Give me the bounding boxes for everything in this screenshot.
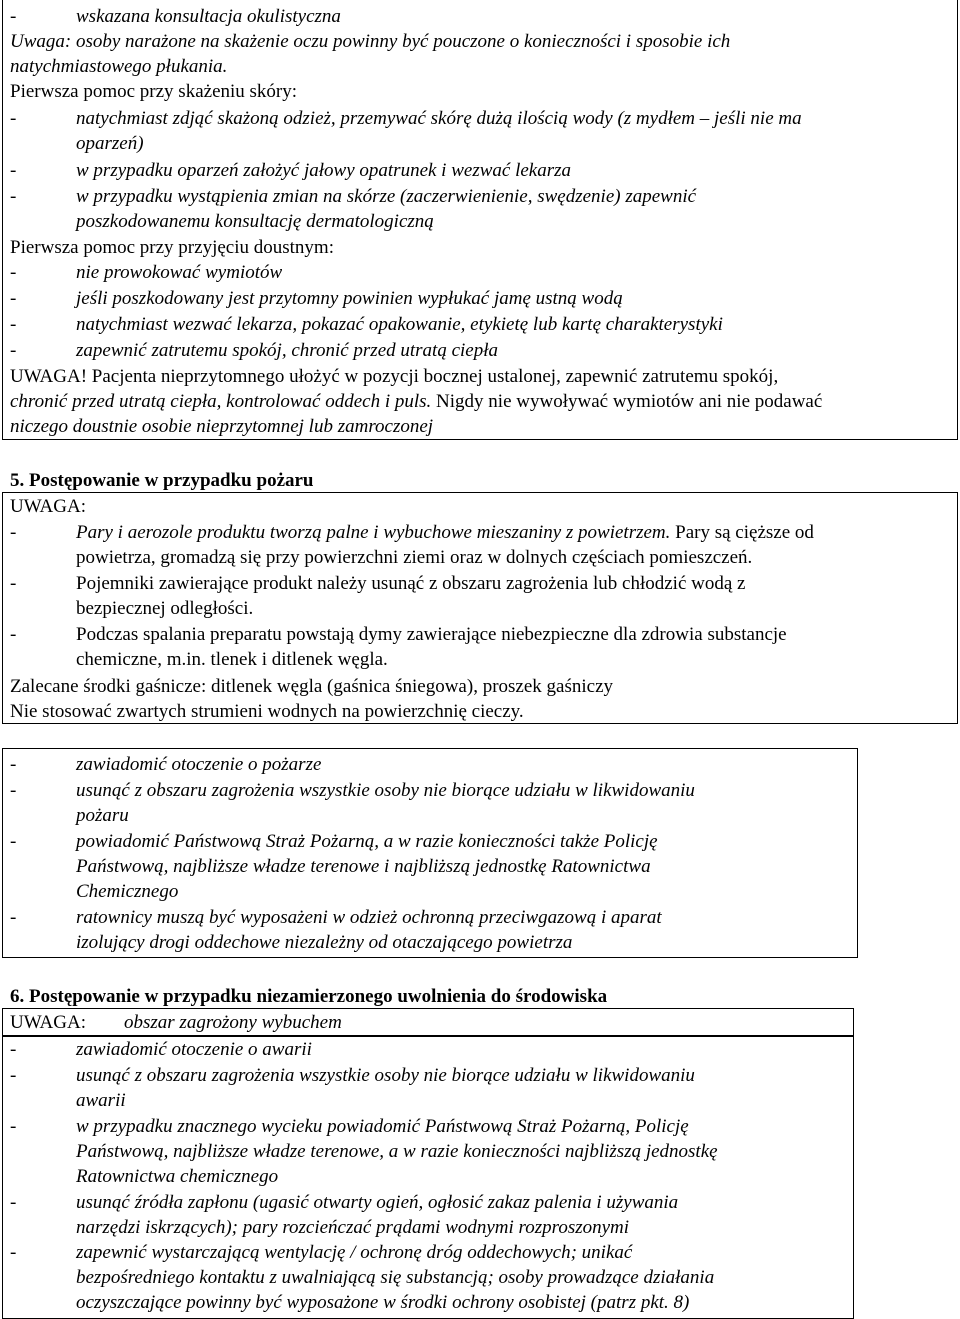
bullet-dash: - xyxy=(10,160,17,181)
uwaga-label: UWAGA: xyxy=(10,1012,86,1033)
bullet-dash: - xyxy=(10,262,17,283)
list-item-text: poszkodowanemu konsultację dermatologiczną xyxy=(76,211,434,232)
list-item-text: wskazana konsultacja okulistyczna xyxy=(76,6,341,27)
bullet-dash: - xyxy=(10,1065,17,1086)
list-item-text: Pary i aerozole produktu tworzą palne i wybuchowe mieszaniny z powietrzem. xyxy=(76,522,671,543)
eye-note-line: Uwaga: osoby narażone na skażenie oczu powinny być pouczone o konieczności i sposobie ich xyxy=(10,31,731,52)
list-item-text: izolujący drogi oddechowe niezależny od otaczającego powietrza xyxy=(76,932,573,953)
uwaga-line xyxy=(10,1010,342,1035)
bullet-dash: - xyxy=(10,288,17,309)
list-item-text: w przypadku znacznego wycieku powiadomić Państwową Straż Pożarną, Policję xyxy=(76,1116,689,1137)
uwaga-text: obszar zagrożony wybuchem xyxy=(124,1012,342,1033)
bullet-dash: - xyxy=(10,108,17,129)
list-item-text: natychmiast wezwać lekarza, pokazać opakowanie, etykietę lub kartę charakterystyki xyxy=(76,314,723,335)
list-item-text: chemiczne, m.in. tlenek i ditlenek węgla. xyxy=(76,649,388,670)
list-item-text: narzędzi iskrzących); pary rozcieńczać prądami wodnymi rozproszonymi xyxy=(76,1217,630,1238)
warning-line xyxy=(10,389,822,414)
section-6-heading: 6. Postępowanie w przypadku niezamierzonego uwolnienia do środowiska xyxy=(10,986,608,1007)
list-item-text xyxy=(76,520,814,545)
list-item-text: usunąć źródła zapłonu (ugasić otwarty ogień, ogłosić zakaz palenia i używania xyxy=(76,1192,679,1213)
list-item-text: jeśli poszkodowany jest przytomny powinien wypłukać jamę ustną wodą xyxy=(76,288,623,309)
no-water-note: Nie stosować zwartych strumieni wodnych na powierzchnię cieczy. xyxy=(10,701,524,722)
list-item-text: oparzeń) xyxy=(76,133,144,154)
list-item-text: zapewnić zatrutemu spokój, chronić przed utratą ciepła xyxy=(76,340,498,361)
bullet-dash: - xyxy=(10,907,17,928)
list-item-text: Ratownictwa chemicznego xyxy=(76,1166,279,1187)
bullet-dash: - xyxy=(10,6,17,27)
list-item-text: Państwową, najbliższe władze terenowe, a w razie konieczności najbliższą jednostkę xyxy=(76,1141,718,1162)
list-item-text: Pojemniki zawierające produkt należy usunąć z obszaru zagrożenia lub chłodzić wodą z xyxy=(76,573,746,594)
list-item-text: w przypadku wystąpienia zmian na skórze (zaczerwienienie, swędzenie) zapewnić xyxy=(76,186,697,207)
bullet-dash: - xyxy=(10,340,17,361)
list-item-text: Pary są cięższe od xyxy=(670,522,814,543)
warning-text: chronić przed utratą ciepła, kontrolować oddech i puls. xyxy=(10,391,432,412)
list-item-text: w przypadku oparzeń założyć jałowy opatrunek i wezwać lekarza xyxy=(76,160,572,181)
bullet-dash: - xyxy=(10,780,17,801)
bullet-dash: - xyxy=(10,1039,17,1060)
oral-first-aid-title: Pierwsza pomoc przy przyjęciu doustnym: xyxy=(10,237,334,258)
bullet-dash: - xyxy=(10,1192,17,1213)
list-item-text: bezpośredniego kontaktu z uwalniającą się substancją; osoby prowadzące działania xyxy=(76,1267,715,1288)
bullet-dash: - xyxy=(10,186,17,207)
list-item-text: Państwową, najbliższe władze terenowe i najbliższą jednostkę Ratownictwa xyxy=(76,856,651,877)
bullet-dash: - xyxy=(10,624,17,645)
bullet-dash: - xyxy=(10,754,17,775)
list-item-text: zapewnić wystarczającą wentylację / ochronę dróg oddechowych; unikać xyxy=(76,1242,633,1263)
bullet-dash: - xyxy=(10,522,17,543)
list-item-text: Chemicznego xyxy=(76,881,179,902)
list-item-text: ratownicy muszą być wyposażeni w odzież ochronną przeciwgazową i aparat xyxy=(76,907,662,928)
list-item-text: Podczas spalania preparatu powstają dymy zawierające niebezpieczne dla zdrowia substancje xyxy=(76,624,787,645)
list-item-text: pożaru xyxy=(76,805,129,826)
uwaga-label: UWAGA: xyxy=(10,496,86,517)
list-item-text: usunąć z obszaru zagrożenia wszystkie osoby nie biorące udziału w likwidowaniu xyxy=(76,1065,695,1086)
list-item-text: powietrza, gromadzą się przy powierzchni ziemi oraz w dolnych częściach pomieszczeń. xyxy=(76,547,753,568)
list-item-text: natychmiast zdjąć skażoną odzież, przemywać skórę dużą ilością wody (z mydłem – jeśli nie ma xyxy=(76,108,802,129)
list-item-text: nie prowokować wymiotów xyxy=(76,262,283,283)
bullet-dash: - xyxy=(10,573,17,594)
bullet-dash: - xyxy=(10,1116,17,1137)
warning-label: UWAGA! xyxy=(10,366,88,387)
list-item-text: powiadomić Państwową Straż Pożarną, a w razie konieczności także Policję xyxy=(76,831,658,852)
bullet-dash: - xyxy=(10,1242,17,1263)
list-item-text: zawiadomić otoczenie o pożarze xyxy=(76,754,322,775)
warning-line xyxy=(10,364,778,389)
eye-note-line: natychmiastowego płukania. xyxy=(10,56,228,77)
list-item-text: zawiadomić otoczenie o awarii xyxy=(76,1039,312,1060)
bullet-dash: - xyxy=(10,831,17,852)
skin-first-aid-title: Pierwsza pomoc przy skażeniu skóry: xyxy=(10,81,298,102)
list-item-text: usunąć z obszaru zagrożenia wszystkie osoby nie biorące udziału w likwidowaniu xyxy=(76,780,695,801)
warning-text: Pacjenta nieprzytomnego ułożyć w pozycji bocznej ustalonej, zapewnić zatrutemu spokój, xyxy=(87,366,779,387)
bullet-dash: - xyxy=(10,314,17,335)
warning-line: niczego doustnie osobie nieprzytomnej lub zamroczonej xyxy=(10,416,434,437)
warning-text: Nigdy nie wywoływać wymiotów ani nie podawać xyxy=(431,391,823,412)
list-item-text: awarii xyxy=(76,1090,126,1111)
list-item-text: oczyszczające powinny być wyposażone w środki ochrony osobistej (patrz pkt. 8) xyxy=(76,1292,690,1313)
section-5-heading: 5. Postępowanie w przypadku pożaru xyxy=(10,470,314,491)
list-item-text: bezpiecznej odległości. xyxy=(76,598,254,619)
extinguishing-agents: Zalecane środki gaśnicze: ditlenek węgla (gaśnica śniegowa), proszek gaśniczy xyxy=(10,676,613,697)
